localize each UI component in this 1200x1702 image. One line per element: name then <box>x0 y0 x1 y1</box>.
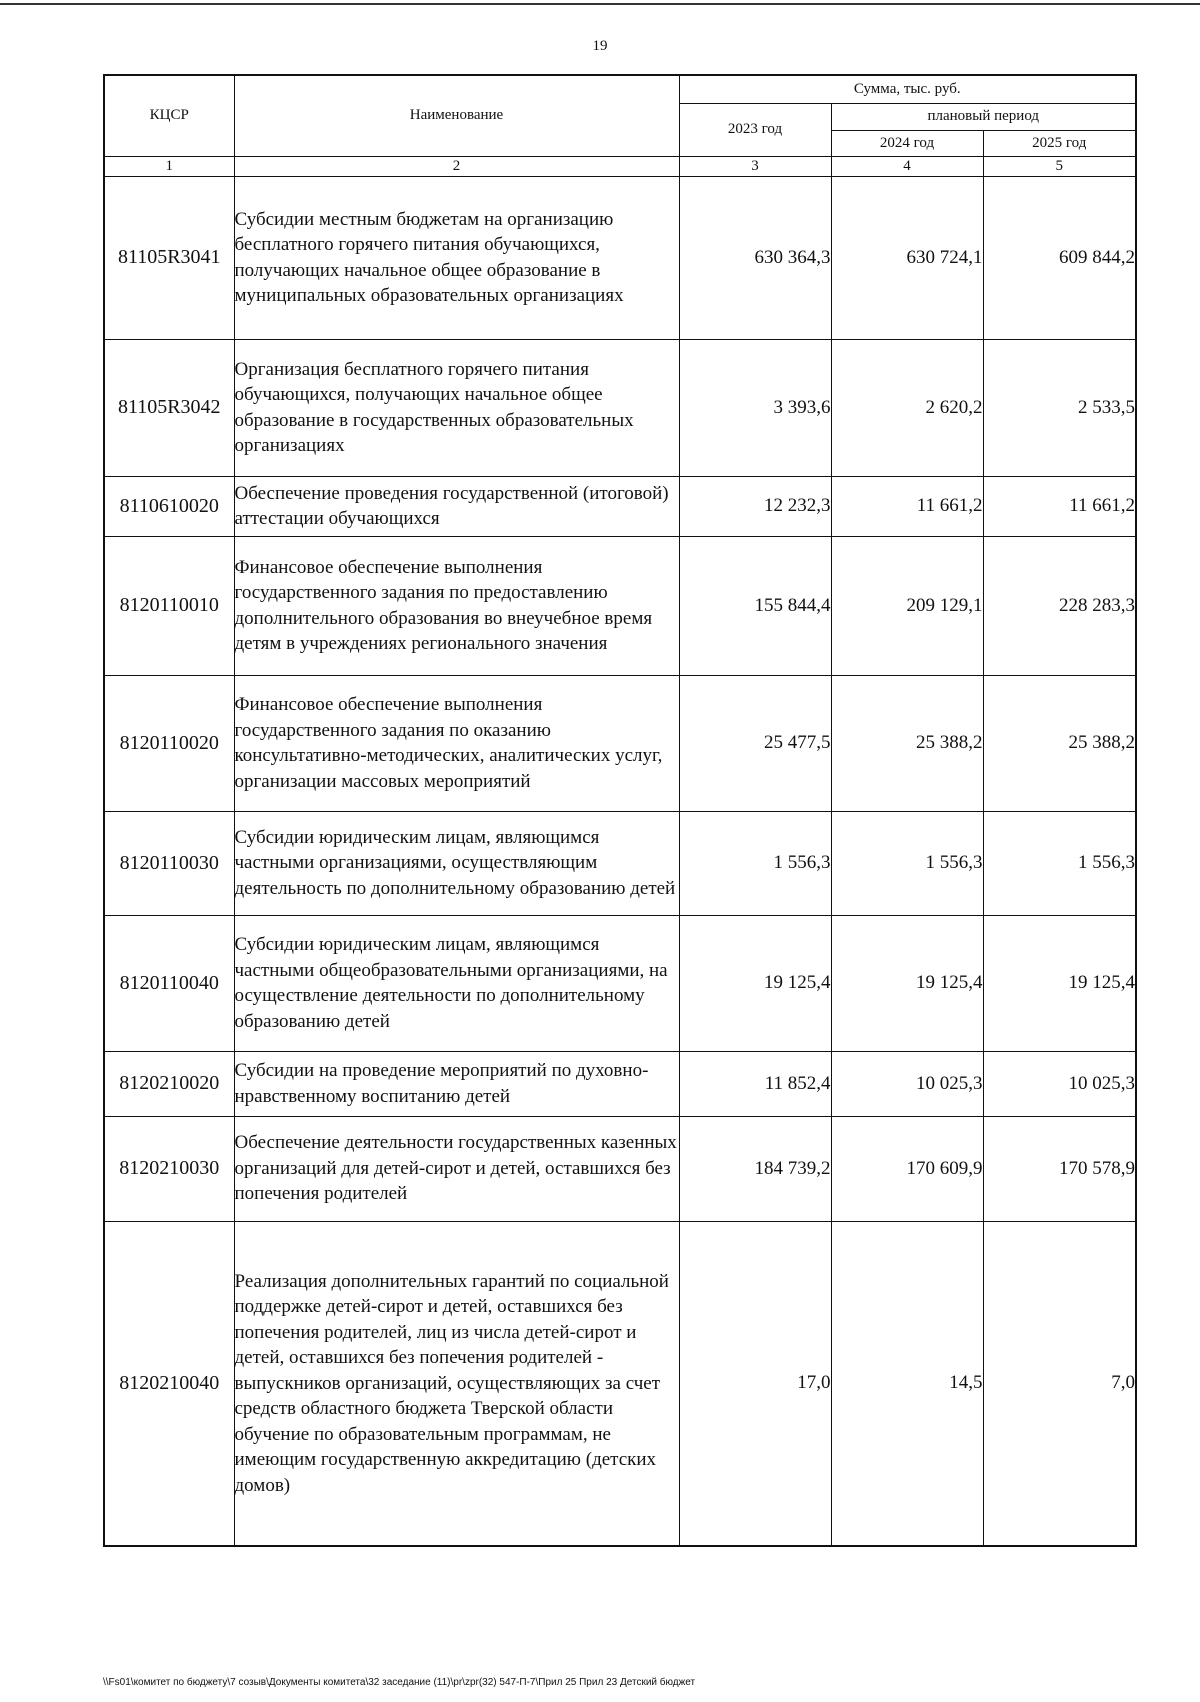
row-value-2023: 630 364,3 <box>679 176 831 339</box>
row-value-2023: 12 232,3 <box>679 476 831 536</box>
table-row <box>104 811 1136 915</box>
table-row <box>104 536 1136 675</box>
row-value-2023: 3 393,6 <box>679 339 831 476</box>
row-value-2025: 10 025,3 <box>983 1051 1136 1116</box>
header-year-2023: 2023 год <box>679 103 831 156</box>
row-value-2025: 228 283,3 <box>983 536 1136 675</box>
header-num-1: 1 <box>104 156 234 176</box>
row-value-2024: 209 129,1 <box>831 536 983 675</box>
table-row <box>104 915 1136 1051</box>
row-code: 81105R3042 <box>104 339 234 476</box>
row-code: 8120210040 <box>104 1221 234 1546</box>
row-name: Обеспечение проведения государственной (итоговой) аттестации обучающихся <box>234 476 679 536</box>
row-value-2023: 1 556,3 <box>679 811 831 915</box>
row-code: 8110610020 <box>104 476 234 536</box>
row-value-2025: 2 533,5 <box>983 339 1136 476</box>
header-num-2: 2 <box>234 156 679 176</box>
row-name: Субсидии на проведение мероприятий по духовно-нравственному воспитанию детей <box>234 1051 679 1116</box>
header-year-2024: 2024 год <box>831 130 983 156</box>
table-row <box>104 1051 1136 1116</box>
table-row <box>104 339 1136 476</box>
row-code: 8120210020 <box>104 1051 234 1116</box>
header-num-4: 4 <box>831 156 983 176</box>
row-code: 81105R3041 <box>104 176 234 339</box>
table-body <box>104 176 1136 1546</box>
row-name: Организация бесплатного горячего питания обучающихся, получающих начальное общее образование в государственных образовательных организациях <box>234 339 679 476</box>
header-num-5: 5 <box>983 156 1136 176</box>
row-value-2023: 11 852,4 <box>679 1051 831 1116</box>
row-name: Субсидии юридическим лицам, являющимся частными общеобразовательными организациями, на осуществление деятельности по дополнительному образованию детей <box>234 915 679 1051</box>
page-top-rule <box>0 3 1200 5</box>
row-value-2025: 25 388,2 <box>983 675 1136 811</box>
row-value-2023: 184 739,2 <box>679 1116 831 1221</box>
row-name: Реализация дополнительных гарантий по социальной поддержке детей-сирот и детей, оставшихся без попечения родителей, лиц из числа детей-сирот и детей, оставшихся без попечения родителей - выпускников организаций, осуществляющих за счет средств областного бюджета Тверской области обучение по образовательным программам, не имеющим государственную аккредитацию (детских домов) <box>234 1221 679 1546</box>
row-code: 8120110040 <box>104 915 234 1051</box>
row-value-2024: 11 661,2 <box>831 476 983 536</box>
row-value-2025: 11 661,2 <box>983 476 1136 536</box>
row-value-2024: 10 025,3 <box>831 1051 983 1116</box>
row-name: Финансовое обеспечение выполнения государственного задания по предоставлению дополнительного образования во внеучебное время детям в учреждениях регионального значения <box>234 536 679 675</box>
footer-file-path: \\Fs01\комитет по бюджету\7 созыв\Документы комитета\32 заседание (11)\pr\zpr(32) 547-П-7\Прил 25 Прил 23 Детский бюджет <box>103 1677 696 1688</box>
row-value-2025: 7,0 <box>983 1221 1136 1546</box>
header-num-3: 3 <box>679 156 831 176</box>
row-code: 8120110030 <box>104 811 234 915</box>
header-planned-period: плановый период <box>831 103 1136 130</box>
header-code: КЦСР <box>104 75 234 156</box>
page-number: 19 <box>592 38 608 54</box>
row-value-2024: 14,5 <box>831 1221 983 1546</box>
header-year-2025: 2025 год <box>983 130 1136 156</box>
row-value-2025: 170 578,9 <box>983 1116 1136 1221</box>
row-value-2023: 19 125,4 <box>679 915 831 1051</box>
row-value-2023: 17,0 <box>679 1221 831 1546</box>
table-row <box>104 176 1136 339</box>
row-value-2025: 609 844,2 <box>983 176 1136 339</box>
row-value-2024: 1 556,3 <box>831 811 983 915</box>
table-row <box>104 476 1136 536</box>
row-value-2023: 155 844,4 <box>679 536 831 675</box>
row-value-2024: 2 620,2 <box>831 339 983 476</box>
row-value-2025: 1 556,3 <box>983 811 1136 915</box>
row-value-2024: 19 125,4 <box>831 915 983 1051</box>
budget-table <box>103 74 1137 1547</box>
row-value-2025: 19 125,4 <box>983 915 1136 1051</box>
row-code: 8120210030 <box>104 1116 234 1221</box>
header-sum: Сумма, тыс. руб. <box>679 75 1136 103</box>
row-value-2024: 170 609,9 <box>831 1116 983 1221</box>
table-row <box>104 1116 1136 1221</box>
header-name: Наименование <box>234 75 679 156</box>
row-value-2023: 25 477,5 <box>679 675 831 811</box>
row-code: 8120110020 <box>104 675 234 811</box>
table-header <box>104 75 1136 176</box>
row-code: 8120110010 <box>104 536 234 675</box>
row-name: Субсидии местным бюджетам на организацию бесплатного горячего питания обучающихся, получающих начальное общее образование в муниципальных образовательных организациях <box>234 176 679 339</box>
row-name: Субсидии юридическим лицам, являющимся частными организациями, осуществляющим деятельность по дополнительному образованию детей <box>234 811 679 915</box>
row-name: Обеспечение деятельности государственных казенных организаций для детей-сирот и детей, оставшихся без попечения родителей <box>234 1116 679 1221</box>
table-row <box>104 1221 1136 1546</box>
row-name: Финансовое обеспечение выполнения государственного задания по оказанию консультативно-методических, аналитических услуг, организации массовых мероприятий <box>234 675 679 811</box>
row-value-2024: 25 388,2 <box>831 675 983 811</box>
table-row <box>104 675 1136 811</box>
row-value-2024: 630 724,1 <box>831 176 983 339</box>
